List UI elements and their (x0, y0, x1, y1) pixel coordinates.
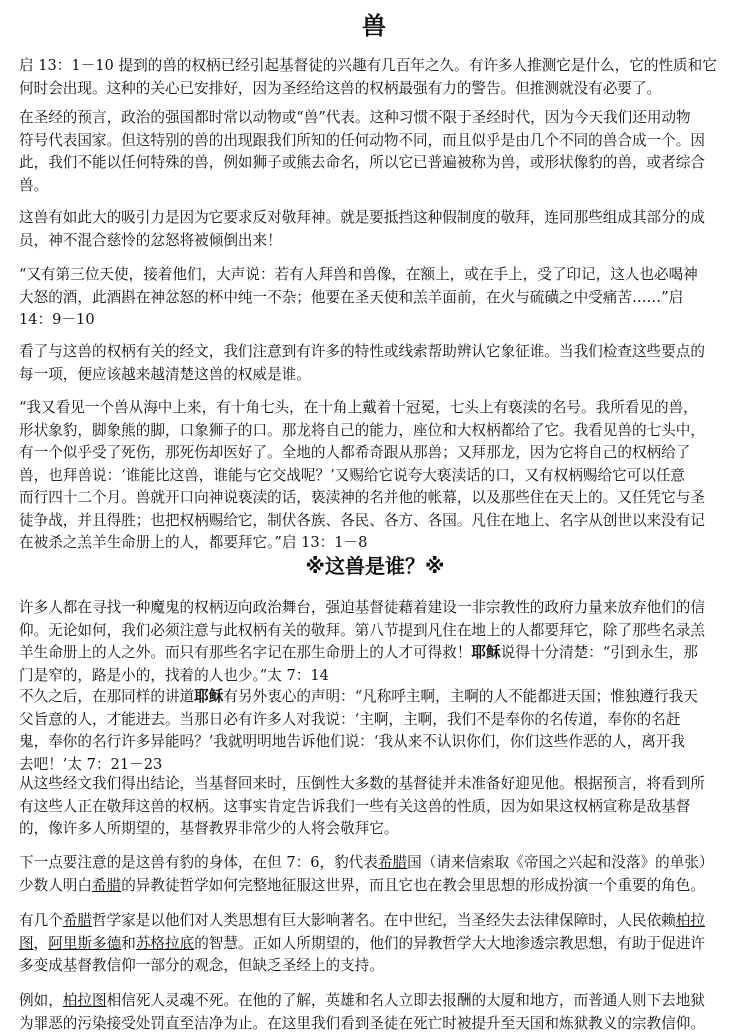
text-line (19, 130, 739, 153)
text-line (19, 665, 739, 688)
text-line (19, 818, 739, 841)
text-run: 有一个似乎受了死伤，那死伤却医好了。全地的人都希奇跟从那兽；又拜那龙，因为它将自己的权柄给了 (19, 444, 691, 461)
text-run: 鬼，奉你的名行许多异能吗？’我就明明地告诉他们说：‘我从来不认识你们，你们这些作恶的人，离开我 (19, 733, 686, 750)
text-run: 此，我们不能以任何特殊的兽，例如狮子或熊去命名，所以它已普遍被称为兽，或形状像豹的兽，或者综合 (19, 154, 705, 171)
paragraph (19, 852, 739, 897)
text-run: 仰。无论如何，我们必须注意与此权柄有关的敬拜。第八节提到凡住在地上的人都要拜它，除了那些名录羔 (19, 621, 705, 639)
text-run: 形状象豹，脚象熊的脚，口象狮子的口。那龙将自己的能力，座位和大权柄都给了它。我看见兽的七头中， (19, 421, 705, 439)
text-run: 不久之后，在那同样的讲道 (19, 688, 195, 705)
paragraph (19, 264, 739, 332)
text-run: 父旨意的人，才能进去。当那日必有许多人对我说：‘主啊，主啊，我们不是奉你的名传道，奉你的名赶 (19, 710, 681, 728)
text-run: 下一点要注意的是这兽有豹的身体，在但 7：6，豹代表 (19, 854, 378, 871)
text-run: 少数人明白 (19, 876, 92, 894)
underlined-term: 希腊 (91, 876, 122, 894)
text-run: 哲学家是以他们对人类思想有巨大影响著名。在中世纪，当圣经失去法律保障时，人民依赖 (92, 912, 676, 929)
text-run: 在被杀之羔羊生命册上的人，都要拜它。”启 13：1－8 (19, 534, 368, 551)
text-run: 的异教徒哲学如何完整地征服这世界，而且它也在教会里思想的形成扮演一个重要的角色。 (121, 876, 705, 894)
text-line (19, 852, 739, 875)
text-run: 羊生命册上的人之外。而只有那些名字记在那生命册上的人才可得救！ (19, 644, 472, 661)
underlined-term: 希腊 (62, 912, 92, 929)
text-line (19, 910, 739, 933)
text-run: 而行四十二个月。兽就开口向神说亵渎的话，亵渎神的名并他的帐幕，以及那些住在天上的。又任凭它与圣 (19, 489, 705, 506)
reference-mark-icon: ※ (305, 554, 325, 578)
emphasized-name: 耶稣 (194, 688, 224, 705)
text-line (19, 341, 739, 364)
text-line (19, 55, 739, 78)
text-line (19, 152, 739, 175)
text-run: 有几个 (19, 912, 63, 929)
text-line (19, 487, 739, 510)
text-line (19, 442, 739, 465)
text-run: 14：9－10 (19, 311, 95, 328)
text-run: 看了与这兽的权柄有关的经文，我们注意到有许多的特性或线索帮助辨认它象征谁。当我们检查这些要点的 (19, 343, 705, 360)
text-run: 从这些经文我们得出结论，当基督回来时，压倒性大多数的基督徒并未准备好迎见他。根据预言，将看到所 (19, 775, 705, 792)
text-run: 的智慧。正如人所期望的，他们的异教哲学大大地渗透宗教思想，有助于促进许 (194, 934, 705, 952)
text-run: 员，神不混合慈怜的忿怒将被倾倒出来！ (19, 231, 282, 249)
underlined-term: 图 (19, 934, 34, 952)
underlined-term: 阿里斯多德 (48, 934, 122, 952)
text-line (19, 420, 739, 443)
text-run: 在圣经的预言，政治的强国都时常以动物或“兽”代表。这种习惯不限于圣经时代，因为今天我们还用动物 (19, 109, 691, 126)
text-line (19, 532, 739, 555)
paragraph (19, 341, 739, 386)
text-run: 符号代表国家。但这特别的兽的出现跟我们所知的任何动物不同，而且似乎是由几个不同的兽合成一个。因 (19, 131, 705, 149)
text-line (19, 309, 739, 332)
text-line (19, 175, 739, 198)
paragraph (19, 910, 739, 978)
text-line (19, 78, 739, 101)
text-run: 许多人都在寻找一种魔鬼的权柄迈向政治舞台，强迫基督徒藉着建设一非宗教性的政府力量来放弃他们的信 (19, 599, 705, 616)
text-line (19, 597, 739, 620)
underlined-term: 希腊 (377, 854, 408, 871)
text-run: 的，像许多人所期望的，基督教界非常少的人将会敬拜它。 (19, 820, 399, 837)
text-run: 为罪恶的污染接受处罚直至洁净为止。在这里我们看到圣徒在死亡时被提升至天国和炼狱教义的宗教信仰。 (19, 1014, 705, 1032)
text-run: 相信死人灵魂不死。在他的了解，英雄和名人立即去报酬的大厦和地方，而普通人则下去地狱 (106, 992, 705, 1009)
text-line (19, 207, 739, 230)
text-line (19, 731, 739, 754)
text-line (19, 709, 739, 732)
text-run: 徒争战，并且得胜；也把权柄赐给它，制伏各族、各民、各方、各国。凡住在地上、名字从创世以来没有记 (19, 511, 705, 529)
text-line (19, 264, 739, 287)
text-line (19, 955, 739, 978)
text-run: “我又看见一个兽从海中上来，有十角七头，在十角上戴着十冠冕，七头上有亵渎的名号。我所看见的兽， (19, 399, 698, 416)
text-line (19, 107, 739, 130)
text-line (19, 287, 739, 310)
text-line (19, 796, 739, 819)
text-line (19, 465, 739, 488)
paragraph (19, 597, 739, 687)
text-run: ， (33, 934, 49, 952)
text-run: 去吧！’太 7：21－23 (19, 755, 163, 773)
text-run: 兽，也拜兽说：‘谁能比这兽，谁能与它交战呢？’又赐给它说夸大亵渎话的口，又有权柄赐给它可以任意 (19, 466, 686, 484)
text-run: 每一项，便应该越来越清楚这兽的权威是谁。 (19, 365, 311, 383)
text-run: 例如， (19, 992, 63, 1009)
text-line (19, 364, 739, 387)
text-run: 多变成基督教信仰一部分的观念，但缺乏圣经上的支持。 (19, 957, 384, 974)
underlined-term: 苏格拉底 (135, 934, 195, 952)
text-line (19, 990, 739, 1013)
text-line (19, 773, 739, 796)
paragraph (19, 686, 739, 776)
text-run: 启 13：1－10 提到的兽的权柄已经引起基督徒的兴趣有几百年之久。有许多人推测它是什么，它的性质和它 (19, 57, 717, 74)
text-run: 门是窄的，路是小的，找着的人也少。”太 7：14 (19, 666, 329, 684)
paragraph (19, 990, 739, 1035)
underlined-term: 柏拉图 (62, 992, 107, 1009)
text-run: 有另外衷心的声明：“凡称呼主啊，主啊的人不能都进天国；惟独遵行我天 (223, 688, 698, 705)
text-run: 国（请来信索取《帝国之兴起和没落》的单张） (407, 854, 714, 871)
section-heading-text: 这兽是谁？ (325, 554, 425, 578)
text-line (19, 642, 739, 665)
text-run: 这兽有如此大的吸引力是因为它要求反对敬拜神。就是要抵挡这种假制度的敬拜，连同那些组成其部分的成 (19, 209, 705, 226)
text-line (19, 875, 739, 898)
text-line (19, 1013, 739, 1036)
reference-mark-icon: ※ (425, 554, 445, 578)
text-line (19, 620, 739, 643)
paragraph (19, 773, 739, 841)
paragraph (19, 55, 739, 100)
text-run: 说得十分清楚：“引到永生，那 (500, 644, 698, 661)
text-line (19, 510, 739, 533)
paragraph (19, 107, 739, 197)
text-run: 何时会出现。这种的关心已安排好，因为圣经给这兽的权柄最强有力的警告。但推测就没有必要了。 (19, 79, 662, 97)
text-line (19, 397, 739, 420)
underlined-term: 柏拉 (675, 912, 705, 929)
text-run: 大怒的酒，此酒斟在神忿怒的杯中纯一不杂；他要在圣天使和羔羊面前，在火与硫磺之中受痛苦……”启 (19, 288, 684, 306)
text-run: 兽。 (19, 176, 49, 194)
paragraph (19, 207, 739, 252)
text-run: 有这些人正在敬拜这兽的权柄。这事实肯定告诉我们一些有关这兽的性质，因为如果这权柄宣称是敌基督 (19, 797, 691, 815)
text-run: “又有第三位天使，接着他们，大声说：若有人拜兽和兽像，在额上，或在手上，受了印记，这人也必喝神 (19, 266, 698, 283)
text-line (19, 686, 739, 709)
text-line (19, 230, 739, 253)
text-line (19, 933, 739, 956)
emphasized-name: 耶稣 (471, 644, 501, 661)
paragraph (19, 397, 739, 555)
page-title: 兽 (362, 12, 388, 40)
text-run: 和 (121, 934, 136, 952)
